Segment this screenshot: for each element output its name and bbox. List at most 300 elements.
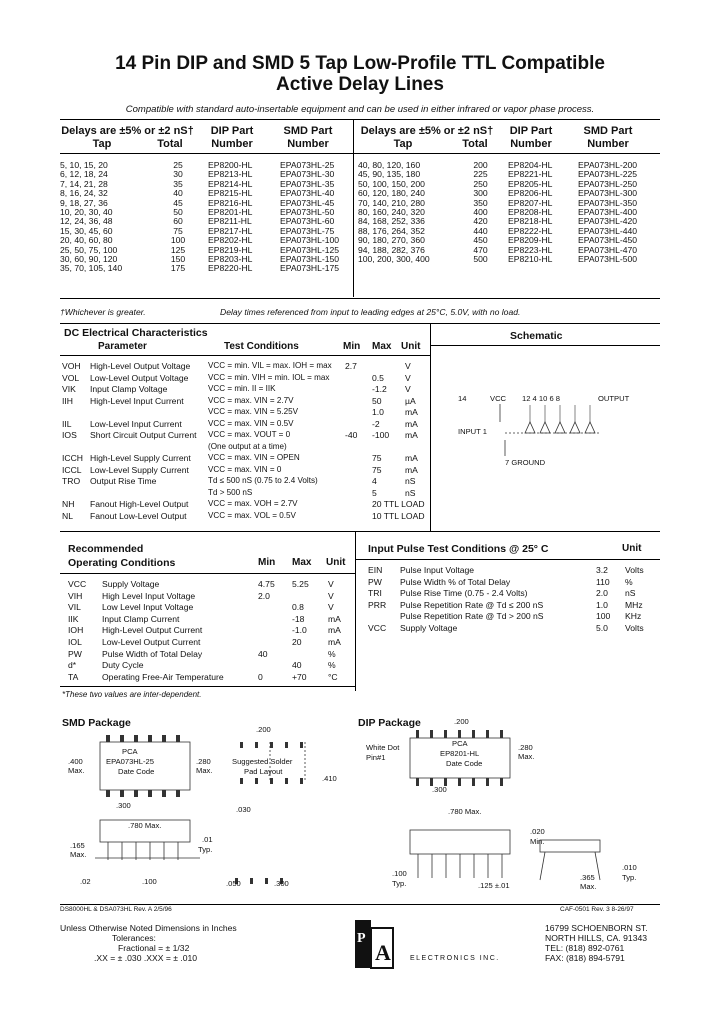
dc-max: 1.0 — [372, 407, 384, 417]
delay-cell-total: 150 — [170, 254, 186, 265]
delay-cell-smd: EPA073HL-470 — [578, 244, 638, 255]
delay-cell-dip: EP8211-HL — [208, 216, 252, 227]
dip-dim-010-typ: Typ. — [622, 873, 637, 882]
delay-cell-total: 25 — [173, 160, 183, 170]
delay-cell-tap: 10, 20, 30, 40 — [60, 207, 113, 218]
rec-symbol: IIK — [68, 613, 79, 624]
smd-dim-300: .300 — [116, 801, 131, 810]
delay-cell-total: 175 — [170, 263, 186, 274]
delay-cell-total: 50 — [173, 207, 183, 218]
dip-dim-200: .200 — [454, 717, 469, 726]
dip-dim-125: .125 ±.01 — [478, 881, 510, 890]
delay-cell-tap: 45, 90, 135, 180 — [358, 169, 421, 180]
delay-cell-smd: EPA073HL-300 — [578, 188, 638, 199]
rec-min: 4.75 — [258, 579, 275, 589]
delay-cell-total: 35 — [173, 178, 183, 189]
dc-max: 5 — [372, 487, 377, 498]
rec-param: Low-Level Output Current — [102, 637, 201, 647]
dc-param: Input Clamp Voltage — [90, 384, 168, 394]
pulse-value: 110 — [596, 576, 610, 587]
delay-cell-total: 100 — [170, 235, 186, 246]
title-line-1: 14 Pin DIP and SMD 5 Tap Low-Profile TTL Compatible — [115, 53, 605, 74]
delay-cell-total: 30 — [173, 169, 183, 180]
dc-param: High-Level Input Current — [90, 395, 184, 406]
dc-unit: V — [405, 372, 411, 383]
rec-symbol: IOL — [68, 637, 82, 647]
delay-cell-tap: 50, 100, 150, 200 — [358, 178, 425, 189]
smd-pad-300: .300 — [274, 879, 289, 888]
dc-symbol: ICCH — [62, 453, 84, 463]
hdr-smd-num-left: Number — [287, 138, 329, 150]
dc-symbol: IOS — [62, 430, 77, 440]
dip-date: Date Code — [446, 759, 483, 768]
dc-min: -40 — [345, 430, 358, 440]
rec-symbol: VIH — [68, 590, 83, 601]
rec-min: 2.0 — [258, 590, 270, 601]
dc-max: 20 TTL LOAD — [372, 499, 425, 509]
delay-cell-dip: EP8205-HL — [508, 178, 553, 189]
dc-condition: VCC = max. VOH = 2.7V — [208, 499, 298, 508]
hdr-delays-left: Delays are ±5% or ±2 nS† — [61, 125, 194, 137]
delay-cell-dip: EP8213-HL — [208, 169, 253, 180]
pulse-param: Pulse Repetition Rate @ Td ≤ 200 nS — [400, 599, 544, 610]
dip-pkg-title: DIP Package — [358, 717, 421, 729]
pulse-param: Pulse Width % of Total Delay — [400, 576, 511, 587]
delay-cell-tap: 40, 80, 120, 160 — [358, 160, 421, 170]
dc-unit: V — [405, 361, 411, 371]
dc-symbol: NL — [62, 510, 73, 521]
dc-max: 10 TTL LOAD — [372, 510, 425, 521]
hdr-smd-left: SMD Part — [283, 125, 333, 137]
rec-symbol: PW — [68, 648, 82, 659]
delay-cell-smd: EPA073HL-440 — [578, 225, 638, 236]
dip-dim-280: .280 — [518, 743, 533, 752]
delay-cell-total: 440 — [473, 225, 488, 236]
schematic-input: INPUT 1 — [458, 427, 487, 436]
delay-cell-total: 75 — [173, 225, 183, 236]
dc-condition: VCC = max. VIN = 5.25V — [208, 407, 298, 416]
dc-unit: µA — [405, 395, 416, 406]
delay-cell-total: 500 — [473, 254, 488, 265]
pulse-value: 2.0 — [596, 588, 608, 599]
delay-cell-total: 350 — [473, 197, 488, 208]
dc-symbol: VIK — [62, 384, 76, 394]
dc-max: 75 — [372, 464, 382, 475]
delay-cell-smd: EPA073HL-500 — [578, 254, 638, 265]
footer-addr-1: 16799 SCHOENBORN ST. — [545, 923, 648, 933]
dc-hdr-cond: Test Conditions — [224, 341, 299, 352]
smd-dim-01: .01 — [202, 835, 213, 844]
rec-hdr-max: Max — [292, 557, 312, 568]
pca-logo-mark — [355, 920, 407, 970]
subtitle: Compatible with standard auto-insertable equipment and can be used in either infrared or vapor phase process. — [125, 104, 595, 115]
delay-cell-smd: EPA073HL-450 — [578, 235, 638, 246]
delay-cell-total: 40 — [173, 188, 183, 199]
delay-row — [358, 255, 650, 264]
pca-logo — [355, 920, 407, 970]
dc-max: -1.2 — [372, 384, 387, 394]
delay-cell-smd: EPA073HL-350 — [578, 197, 638, 208]
pulse-value: 5.0 — [596, 623, 608, 633]
smd-pad-title: Suggested Solder — [232, 757, 293, 766]
dc-condition: VCC = max. VIN = OPEN — [208, 453, 300, 462]
schematic-diagram — [470, 400, 640, 460]
delay-cell-tap: 7, 14, 21, 28 — [60, 178, 108, 189]
dc-min: 2.7 — [345, 361, 357, 371]
dc-unit: mA — [405, 430, 418, 440]
delay-cell-dip: EP8215-HL — [208, 188, 253, 199]
footer-tol-2: Tolerances: — [112, 933, 156, 943]
title-line-2: Active Delay Lines — [276, 74, 444, 95]
delay-cell-dip: EP8201-HL — [208, 207, 253, 218]
delay-row — [60, 264, 350, 273]
delay-cell-dip: EP8200-HL — [208, 160, 253, 170]
pulse-param: Supply Voltage — [400, 623, 458, 633]
dip-part: EP8201-HL — [440, 749, 480, 758]
rec-param: Pulse Width of Total Delay — [102, 648, 203, 659]
delay-cell-dip: EP8210-HL — [508, 254, 553, 265]
delay-cell-smd: EPA073HL-225 — [578, 169, 638, 180]
footer-tol-1: Unless Otherwise Noted Dimensions in Inches — [60, 923, 237, 933]
rec-unit: mA — [328, 613, 341, 624]
delay-cell-dip: EP8202-HL — [208, 235, 253, 246]
delay-cell-dip: EP8223-HL — [508, 244, 553, 255]
dc-symbol: IIL — [62, 418, 72, 429]
dip-dim-100-typ: Typ. — [392, 879, 407, 888]
dc-condition: VCC = min. VIH = min. IOL = max — [208, 372, 330, 382]
rec-param: Operating Free-Air Temperature — [102, 671, 224, 682]
dc-symbol: TRO — [62, 476, 81, 486]
delay-cell-tap: 25, 50, 75, 100 — [60, 244, 118, 255]
delay-cell-total: 470 — [473, 244, 488, 255]
delay-cell-total: 450 — [473, 235, 488, 246]
footer-electronics: ELECTRONICS INC. — [410, 955, 500, 962]
rec-unit: V — [328, 602, 334, 613]
schematic-title: Schematic — [510, 330, 563, 342]
rec-hdr-min: Min — [258, 557, 276, 568]
dc-max: 0.5 — [372, 372, 384, 383]
dc-symbol: ICCL — [62, 464, 82, 475]
rec-symbol: TA — [68, 671, 79, 682]
footer-code-right: CAF-0501 Rev. 3 8-26/97 — [560, 906, 634, 913]
dc-symbol: VOL — [62, 372, 80, 383]
delay-cell-dip: EP8216-HL — [208, 197, 253, 208]
delay-cell-total: 60 — [173, 216, 183, 227]
delay-cell-tap: 6, 12, 18, 24 — [60, 169, 108, 180]
schematic-output: OUTPUT — [598, 394, 630, 403]
delay-cell-tap: 84, 168, 252, 336 — [358, 216, 425, 227]
pulse-unit: Volts — [625, 623, 644, 633]
pulse-symbol: VCC — [368, 623, 387, 633]
pulse-unit: KHz — [625, 611, 642, 622]
delay-cell-smd: EPA073HL-40 — [280, 188, 335, 199]
dc-condition: Td > 500 nS — [208, 487, 253, 497]
rec-symbol: VCC — [68, 579, 87, 589]
delay-cell-tap: 8, 16, 24, 32 — [60, 188, 108, 199]
pulse-unit: MHz — [625, 599, 643, 610]
smd-pkg-title: SMD Package — [62, 717, 131, 729]
dc-unit: V — [405, 384, 411, 394]
dc-condition: VCC = max. VIN = 0 — [208, 464, 282, 474]
delay-cell-tap: 88, 176, 264, 352 — [358, 225, 425, 236]
dip-dim-100: .100 — [392, 869, 407, 878]
dc-param: Output Rise Time — [90, 476, 157, 486]
delay-cell-dip: EP8221-HL — [508, 169, 553, 180]
smd-dim-typ: Typ. — [198, 845, 213, 854]
delay-cell-dip: EP8214-HL — [208, 178, 253, 189]
delay-cell-total: 400 — [473, 207, 488, 218]
delay-cell-dip: EP8204-HL — [508, 160, 553, 170]
delay-cell-tap: 100, 200, 300, 400 — [358, 254, 430, 265]
dc-param: Low-Level Supply Current — [90, 464, 189, 475]
rec-symbol: VIL — [68, 602, 81, 613]
smd-part: EPA073HL-25 — [106, 757, 154, 766]
delay-cell-dip: EP8217-HL — [208, 225, 253, 236]
dc-title: DC Electrical Characteristics — [64, 327, 208, 339]
rec-title-2: Operating Conditions — [68, 557, 176, 569]
dip-pca: PCA — [452, 739, 468, 748]
rec-max: 0.8 — [292, 602, 304, 613]
dc-unit: mA — [405, 407, 418, 417]
delay-cell-tap: 20, 40, 60, 80 — [60, 235, 113, 246]
dc-param: Fanout Low-Level Output — [90, 510, 187, 521]
rec-symbol: d* — [68, 660, 77, 671]
dc-condition: VCC = max. VIN = 0.5V — [208, 418, 294, 428]
delay-cell-total: 200 — [473, 160, 488, 170]
rec-min: 40 — [258, 648, 268, 659]
footer-addr-2: NORTH HILLS, CA. 91343 — [545, 933, 648, 943]
rec-unit: °C — [328, 671, 338, 682]
dc-param: High-Level Output Voltage — [90, 361, 191, 371]
rec-unit: % — [328, 660, 336, 671]
rec-unit: mA — [328, 625, 341, 636]
dc-param: Short Circuit Output Current — [90, 430, 197, 440]
delay-footnote-left: †Whichever is greater. — [60, 307, 146, 317]
dc-param: High-Level Supply Current — [90, 453, 191, 463]
rec-max: 5.25 — [292, 579, 309, 589]
delay-cell-smd: EPA073HL-25 — [280, 160, 335, 170]
smd-pad-title2: Pad Layout — [244, 767, 283, 776]
pulse-symbol: TRI — [368, 588, 382, 599]
delay-cell-smd: EPA073HL-50 — [280, 207, 335, 218]
dip-dim-020: .020 — [530, 827, 545, 836]
rec-param: Low Level Input Voltage — [102, 602, 194, 613]
smd-pad-410: .410 — [322, 774, 337, 783]
dip-dim-365: .365 — [580, 873, 595, 882]
footer-fax: FAX: (818) 894-5791 — [545, 953, 625, 963]
rec-unit: mA — [328, 637, 341, 647]
delay-cell-tap: 35, 70, 105, 140 — [60, 263, 123, 274]
smd-dim-165: .165 — [70, 841, 85, 850]
delay-cell-tap: 15, 30, 45, 60 — [60, 225, 113, 236]
dc-unit: nS — [405, 487, 416, 498]
hdr-tap-left: Tap — [92, 138, 112, 150]
smd-pca: PCA — [122, 747, 138, 756]
svg-text:A: A — [375, 940, 391, 965]
dip-dim-280-max: Max. — [518, 752, 535, 761]
dc-symbol: NH — [62, 499, 75, 509]
schematic-pin14: 14 — [458, 394, 467, 403]
dc-hdr-unit: Unit — [401, 341, 421, 352]
smd-date: Date Code — [118, 767, 155, 776]
rec-max: -18 — [292, 613, 305, 624]
hdr-smd-num-right: Number — [587, 138, 629, 150]
delay-cell-tap: 60, 120, 180, 240 — [358, 188, 425, 199]
rec-param: High Level Input Voltage — [102, 590, 196, 601]
smd-pad-200: .200 — [256, 725, 271, 734]
dc-param: Low-Level Input Current — [90, 418, 182, 429]
delay-cell-tap: 30, 60, 90, 120 — [60, 254, 118, 265]
delay-table-left — [60, 161, 350, 274]
dc-max: -2 — [372, 418, 380, 429]
footer-tol-4: .XX = ± .030 .XXX = ± .010 — [94, 953, 198, 963]
dc-condition: (One output at a time) — [208, 441, 287, 451]
delay-cell-smd: EPA073HL-400 — [578, 207, 638, 218]
delay-cell-tap: 94, 188, 282, 376 — [358, 244, 425, 255]
delay-cell-tap: 9, 18, 27, 36 — [60, 197, 108, 208]
pulse-value: 100 — [596, 611, 611, 622]
smd-dim-400-max: Max. — [68, 766, 85, 775]
rec-symbol: IOH — [68, 625, 84, 636]
smd-dim-400: .400 — [68, 757, 83, 766]
dc-hdr-min: Min — [343, 341, 361, 352]
smd-dim-280: .280 — [196, 757, 211, 766]
hdr-delays-right: Delays are ±5% or ±2 nS† — [360, 125, 494, 137]
delay-cell-total: 45 — [173, 197, 183, 208]
smd-pad-030: .030 — [236, 805, 251, 814]
delay-cell-smd: EPA073HL-200 — [578, 160, 638, 170]
dc-unit: nS — [405, 476, 416, 486]
delay-cell-total: 420 — [473, 216, 488, 227]
delay-cell-smd: EPA073HL-125 — [280, 244, 340, 255]
footer-code-left: DS8000HL & DSA073HL Rev. A 2/5/96 — [60, 906, 172, 913]
dc-param: Fanout High-Level Output — [90, 499, 189, 509]
schematic-vcc: VCC — [490, 394, 507, 403]
delay-cell-dip: EP8206-HL — [508, 188, 553, 199]
delay-cell-smd: EPA073HL-100 — [280, 235, 340, 246]
pulse-symbol: PRR — [368, 599, 387, 610]
delay-cell-dip: EP8218-HL — [508, 216, 553, 227]
delay-cell-dip: EP8222-HL — [508, 225, 553, 236]
hdr-dip-left: DIP Part — [210, 125, 254, 137]
delay-cell-tap: 5, 10, 15, 20 — [60, 160, 108, 170]
dc-unit: mA — [405, 464, 418, 475]
rec-max: -1.0 — [292, 625, 307, 636]
footer-tol-3: Fractional = ± 1/32 — [118, 943, 190, 953]
footer-tel: TEL: (818) 892-0761 — [545, 943, 625, 953]
delay-cell-tap: 70, 140, 210, 280 — [358, 197, 425, 208]
dc-unit: mA — [405, 453, 418, 463]
dc-condition: Td ≤ 500 nS (0.75 to 2.4 Volts) — [208, 476, 318, 485]
pulse-value: 3.2 — [596, 565, 608, 575]
dc-condition: VCC = min. II = IIK — [208, 384, 276, 393]
dc-param: Low-Level Output Voltage — [90, 372, 189, 383]
delay-cell-total: 225 — [473, 169, 488, 180]
rec-max: +70 — [292, 671, 307, 682]
smd-dim-100: .100 — [142, 877, 157, 886]
dc-condition: VCC = min. VIL = max. IOH = max — [208, 361, 332, 370]
dip-dim-365-max: Max. — [580, 882, 597, 891]
delay-cell-dip: EP8207-HL — [508, 197, 553, 208]
rec-max: 20 — [292, 637, 302, 647]
dip-dim-300: .300 — [432, 785, 447, 794]
dc-symbol: IIH — [62, 395, 73, 406]
delay-footnote-right: Delay times referenced from input to leading edges at 25°C, 5.0V, with no load. — [220, 307, 521, 317]
rec-unit: V — [328, 590, 334, 601]
rec-min: 0 — [258, 671, 263, 682]
smd-dim-165-max: Max. — [70, 850, 87, 859]
pulse-hdr-unit: Unit — [622, 543, 642, 554]
delay-cell-smd: EPA073HL-30 — [280, 169, 335, 180]
dc-condition: VCC = max. VIN = 2.7V — [208, 395, 294, 405]
hdr-total-left: Total — [157, 138, 183, 150]
dc-hdr-max: Max — [372, 341, 392, 352]
dc-max: 50 — [372, 395, 382, 406]
delay-cell-smd: EPA073HL-75 — [280, 225, 335, 236]
schematic-taps: 12 4 10 6 8 — [522, 394, 561, 403]
delay-cell-tap: 90, 180, 270, 360 — [358, 235, 425, 246]
dc-condition: VCC = max. VOUT = 0 — [208, 430, 291, 439]
schematic-ground: 7 GROUND — [505, 458, 546, 467]
delay-cell-smd: EPA073HL-45 — [280, 197, 335, 208]
rec-footnote: *These two values are inter-dependent. — [62, 690, 202, 699]
pulse-symbol: PW — [368, 576, 382, 587]
rec-hdr-unit: Unit — [326, 557, 346, 568]
dc-hdr-param: Parameter — [98, 341, 147, 352]
dip-white-dot: White Dot — [366, 743, 400, 752]
dip-dim-780: .780 Max. — [448, 807, 482, 816]
pulse-symbol: EIN — [368, 565, 383, 575]
hdr-total-right: Total — [462, 138, 488, 150]
rec-param: Supply Voltage — [102, 579, 160, 589]
delay-cell-dip: EP8209-HL — [508, 235, 553, 246]
smd-dim-780: .780 Max. — [128, 821, 162, 830]
delay-cell-total: 250 — [473, 178, 488, 189]
dip-pin1: Pin#1 — [366, 753, 386, 762]
dc-symbol: VOH — [62, 361, 81, 371]
pulse-param: Pulse Rise Time (0.75 - 2.4 Volts) — [400, 588, 528, 599]
rec-param: Duty Cycle — [102, 660, 144, 671]
delay-cell-tap: 12, 24, 36, 48 — [60, 216, 113, 227]
delay-cell-dip: EP8208-HL — [508, 207, 553, 218]
delay-cell-total: 300 — [473, 188, 488, 199]
pulse-unit: Volts — [625, 565, 644, 575]
rec-unit: % — [328, 648, 336, 659]
smd-dim-02: .02 — [80, 877, 91, 886]
hdr-dip-num-right: Number — [510, 138, 552, 150]
delay-cell-smd: EPA073HL-175 — [280, 263, 340, 274]
hdr-dip-right: DIP Part — [509, 125, 553, 137]
dip-dim-010: .010 — [622, 863, 637, 872]
dc-max: 75 — [372, 453, 382, 463]
dc-max: 4 — [372, 476, 377, 486]
rec-unit: V — [328, 579, 334, 589]
rec-param: Input Clamp Current — [102, 613, 180, 624]
delay-cell-smd: EPA073HL-60 — [280, 216, 335, 227]
dc-unit: mA — [405, 418, 418, 429]
hdr-tap-right: Tap — [393, 138, 413, 150]
pulse-unit: % — [625, 576, 633, 587]
pulse-unit: nS — [625, 588, 636, 599]
delay-cell-dip: EP8219-HL — [208, 244, 253, 255]
delay-table-right — [358, 161, 650, 264]
rec-max: 40 — [292, 660, 302, 671]
pulse-title: Input Pulse Test Conditions @ 25° C — [368, 543, 549, 555]
delay-cell-tap: 80, 160, 240, 320 — [358, 207, 425, 218]
pulse-value: 1.0 — [596, 599, 608, 610]
smd-dim-280-max: Max. — [196, 766, 213, 775]
delay-cell-total: 125 — [170, 244, 186, 255]
